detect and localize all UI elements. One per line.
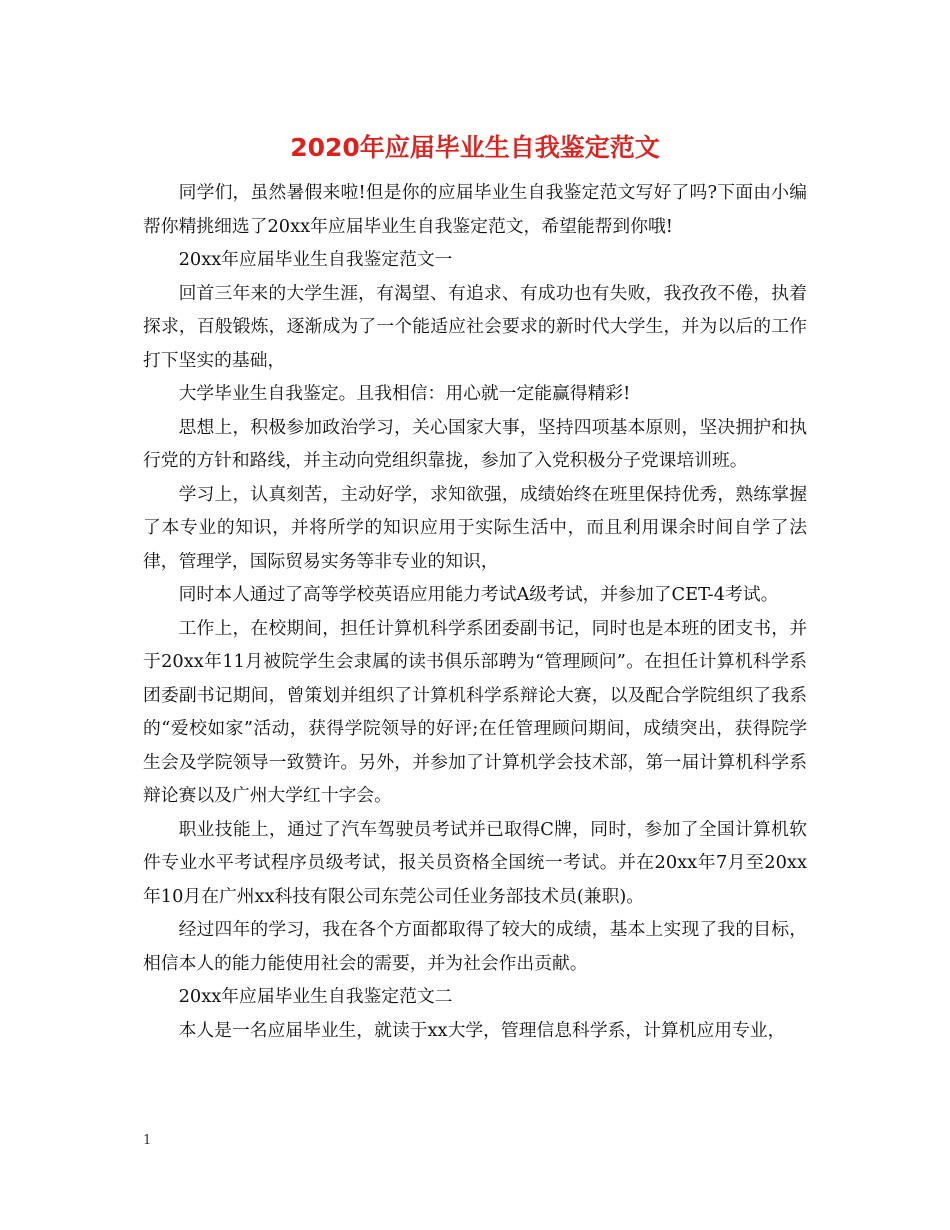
page-number: 1	[143, 1133, 152, 1148]
paragraph: 工作上，在校期间，担任计算机科学系团委副书记，同时也是本班的团支书，并于20xx年11月被院学生会隶属的读书俱乐部聘为“管理顾问”。在担任计算机科学系团委副书记期间，曾策划并组织了计算机科学系辩论大赛，以及配合学院组织了我系的“爱校如家”活动，获得学院领导的好评;在任管理顾问期间，成绩突出，获得院学生会及学院领导一致赞许。另外，并参加了计算机学会技术部，第一届计算机科学系辩论赛以及广州大学红十字会。	[143, 617, 807, 806]
paragraph: 职业技能上，通过了汽车驾驶员考试并已取得C牌，同时，参加了全国计算机软件专业水平考试程序员级考试，报关员资格全国统一考试。并在20xx年7月至20xx年10月在广州xx科技有限公司东莞公司任业务部技术员(兼职)。	[143, 818, 807, 907]
document-title: 2020年应届毕业生自我鉴定范文	[290, 133, 660, 162]
document-body	[143, 176, 807, 1047]
paragraph: 本人是一名应届毕业生，就读于xx大学，管理信息科学系，计算机应用专业，	[178, 1019, 786, 1041]
paragraph: 同时本人通过了高等学校英语应用能力考试A级考试，并参加了CET-4考试。	[178, 584, 779, 605]
paragraph: 经过四年的学习，我在各个方面都取得了较大的成绩，基本上实现了我的目标，相信本人的能力能使用社会的需要，并为社会作出贡献。	[143, 919, 807, 974]
section-heading-1: 20xx年应届毕业生自我鉴定范文一	[178, 249, 453, 270]
paragraph: 思想上，积极参加政治学习，关心国家大事，坚持四项基本原则，坚决拥护和执行党的方针和路线，并主动向党组织靠拢，参加了入党积极分子党课培训班。	[143, 416, 807, 471]
paragraph: 大学毕业生自我鉴定。且我相信：用心就一定能赢得精彩!	[178, 383, 631, 404]
paragraph: 回首三年来的大学生涯，有渴望、有追求、有成功也有失败，我孜孜不倦，执着探求，百般锻炼，逐渐成为了一个能适应社会要求的新时代大学生，并为以后的工作打下坚实的基础，	[143, 282, 807, 371]
section-heading-2: 20xx年应届毕业生自我鉴定范文二	[178, 986, 453, 1007]
paragraph: 学习上，认真刻苦，主动好学，求知欲强，成绩始终在班里保持优秀，熟练掌握了本专业的知识，并将所学的知识应用于实际生活中，而且利用课余时间自学了法律，管理学，国际贸易实务等非专业的知识，	[143, 483, 807, 572]
paragraph-intro: 同学们，虽然暑假来啦!但是你的应届毕业生自我鉴定范文写好了吗?下面由小编帮你精挑细选了20xx年应届毕业生自我鉴定范文，希望能帮到你哦!	[143, 182, 807, 237]
